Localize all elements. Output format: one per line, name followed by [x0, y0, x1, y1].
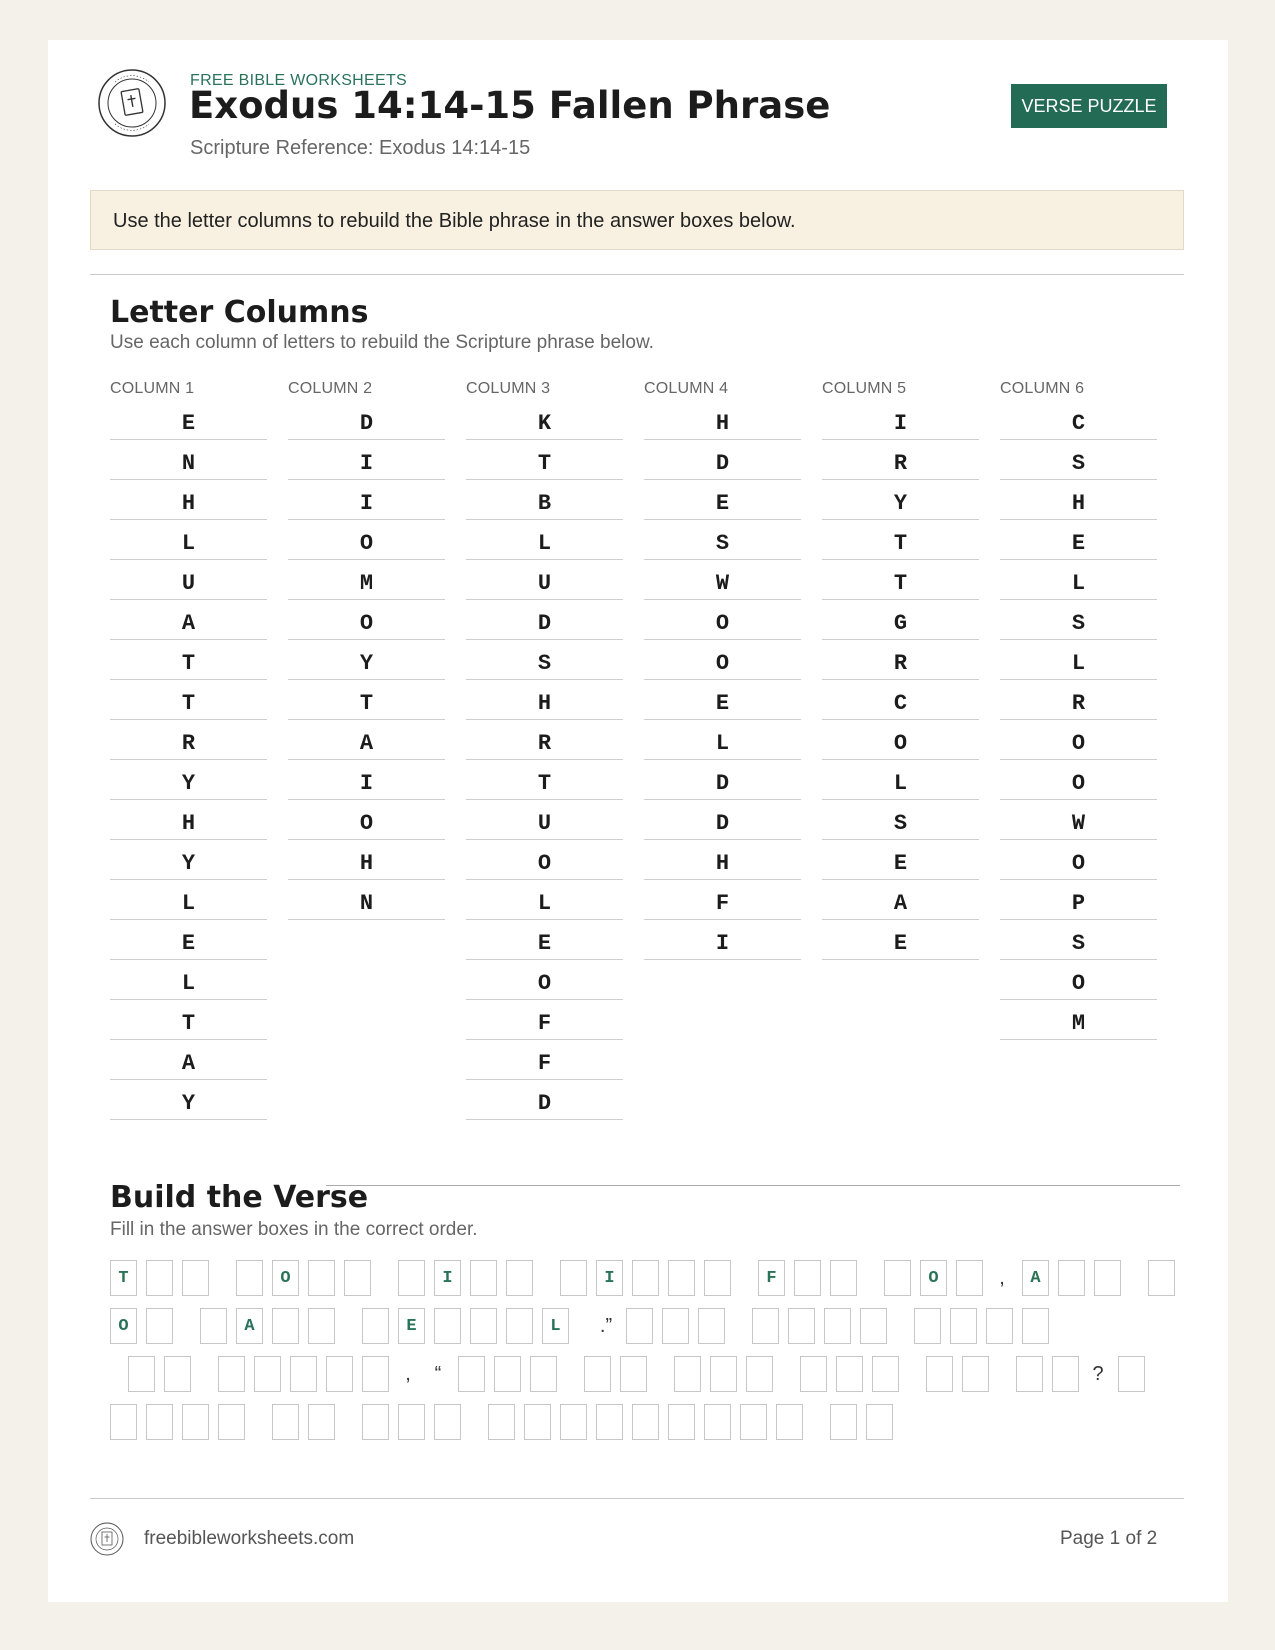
letter-cell: D [288, 400, 445, 440]
letter-cell: R [1000, 680, 1157, 720]
answer-box-hint[interactable]: I [434, 1260, 461, 1296]
letter-cell: M [288, 560, 445, 600]
answer-box[interactable] [200, 1308, 227, 1344]
letter-cell: T [466, 440, 623, 480]
letter-cell: H [288, 840, 445, 880]
letter-cell: F [466, 1000, 623, 1040]
answer-box[interactable] [530, 1356, 557, 1392]
letter-cell: I [644, 920, 801, 960]
answer-box[interactable] [824, 1308, 851, 1344]
answer-box[interactable] [788, 1308, 815, 1344]
letter-cell: U [466, 800, 623, 840]
answer-box[interactable] [710, 1356, 737, 1392]
answer-box[interactable] [1118, 1356, 1145, 1392]
answer-box[interactable] [236, 1260, 263, 1296]
letter-cell: G [822, 600, 979, 640]
letter-cell: O [466, 840, 623, 880]
answer-box[interactable] [110, 1404, 137, 1440]
letter-column [110, 378, 267, 1120]
letter-cell: T [822, 520, 979, 560]
letter-cell: O [288, 520, 445, 560]
letter-cell: O [822, 720, 979, 760]
letter-cell: L [110, 880, 267, 920]
letter-cell: S [466, 640, 623, 680]
letter-cell: O [1000, 960, 1157, 1000]
letter-cell: Y [110, 840, 267, 880]
letter-cell: I [288, 480, 445, 520]
letter-cell: L [110, 520, 267, 560]
answer-box[interactable] [836, 1356, 863, 1392]
answer-box[interactable] [182, 1260, 209, 1296]
answer-box[interactable] [830, 1404, 857, 1440]
letter-cell: T [110, 1000, 267, 1040]
footer-divider [90, 1498, 1184, 1499]
letter-cell: E [822, 920, 979, 960]
answer-box[interactable] [884, 1260, 911, 1296]
answer-box[interactable] [1022, 1308, 1049, 1344]
answer-box[interactable] [926, 1356, 953, 1392]
column-label: COLUMN 3 [466, 380, 551, 397]
letter-cell: O [1000, 720, 1157, 760]
letter-cell: T [822, 560, 979, 600]
answer-box[interactable] [308, 1260, 335, 1296]
letter-cell: O [466, 960, 623, 1000]
answer-box-hint[interactable]: I [596, 1260, 623, 1296]
answer-box-hint[interactable]: O [110, 1308, 137, 1344]
letter-cell: Y [822, 480, 979, 520]
answer-box[interactable] [398, 1260, 425, 1296]
answer-box[interactable] [506, 1308, 533, 1344]
scripture-reference: Scripture Reference: Exodus 14:14-15 [190, 137, 531, 159]
letter-cell: U [110, 560, 267, 600]
punctuation-mark: .” [599, 1315, 613, 1337]
letter-cell: B [466, 480, 623, 520]
footer-site: freebibleworksheets.com [144, 1528, 355, 1549]
letter-cell: O [288, 600, 445, 640]
answer-box[interactable] [662, 1308, 689, 1344]
letter-cell: I [822, 400, 979, 440]
letter-cell: L [644, 720, 801, 760]
section-divider [90, 274, 1184, 275]
letter-cell: C [1000, 400, 1157, 440]
letter-columns-subtitle: Use each column of letters to rebuild the Scripture phrase below. [110, 332, 654, 353]
answer-box[interactable] [308, 1404, 335, 1440]
answer-box[interactable] [830, 1260, 857, 1296]
answer-box[interactable] [620, 1356, 647, 1392]
letter-cell: A [110, 600, 267, 640]
letter-cell: E [110, 400, 267, 440]
letter-cell: O [1000, 760, 1157, 800]
letter-columns-title: Letter Columns [110, 295, 369, 330]
answer-box[interactable] [740, 1404, 767, 1440]
answer-box[interactable] [746, 1356, 773, 1392]
letter-cell: Y [288, 640, 445, 680]
letter-cell: A [822, 880, 979, 920]
letter-cell: H [110, 800, 267, 840]
letter-cell: T [288, 680, 445, 720]
letter-cell: E [110, 920, 267, 960]
punctuation-mark: “ [434, 1363, 442, 1385]
answer-box[interactable] [434, 1308, 461, 1344]
answer-box[interactable] [668, 1404, 695, 1440]
answer-box[interactable] [626, 1308, 653, 1344]
letter-cell: F [644, 880, 801, 920]
answer-box[interactable] [986, 1308, 1013, 1344]
answer-box[interactable] [128, 1356, 155, 1392]
letter-cell: D [466, 600, 623, 640]
letter-column [1000, 378, 1157, 1040]
letter-columns-grid [110, 378, 1170, 1138]
letter-cell: S [1000, 920, 1157, 960]
answer-box[interactable] [218, 1356, 245, 1392]
letter-cell: H [110, 480, 267, 520]
answer-box[interactable] [254, 1356, 281, 1392]
letter-cell: S [1000, 600, 1157, 640]
answer-box[interactable] [272, 1308, 299, 1344]
column-label: COLUMN 2 [288, 380, 373, 397]
column-label: COLUMN 4 [644, 380, 729, 397]
letter-column [466, 378, 623, 1120]
letter-cell: C [822, 680, 979, 720]
punctuation-mark: ? [1092, 1363, 1104, 1385]
answer-box[interactable] [488, 1404, 515, 1440]
letter-cell: N [110, 440, 267, 480]
punctuation-mark: , [405, 1363, 411, 1385]
answer-box[interactable] [560, 1404, 587, 1440]
letter-cell: E [466, 920, 623, 960]
letter-cell: M [1000, 1000, 1157, 1040]
answer-box[interactable] [146, 1308, 173, 1344]
letter-cell: D [644, 800, 801, 840]
letter-cell: R [822, 640, 979, 680]
build-verse-title: Build the Verse [110, 1180, 369, 1215]
answer-box[interactable] [860, 1308, 887, 1344]
answer-box[interactable] [704, 1404, 731, 1440]
answer-box[interactable] [362, 1404, 389, 1440]
answer-box-hint[interactable]: O [272, 1260, 299, 1296]
answer-box[interactable] [962, 1356, 989, 1392]
answer-box[interactable] [950, 1308, 977, 1344]
answer-box[interactable] [308, 1308, 335, 1344]
letter-cell: E [1000, 520, 1157, 560]
answer-box[interactable] [362, 1356, 389, 1392]
letter-cell: O [644, 640, 801, 680]
answer-box[interactable] [458, 1356, 485, 1392]
answer-box-hint[interactable]: F [758, 1260, 785, 1296]
answer-box[interactable] [524, 1404, 551, 1440]
answer-box[interactable] [146, 1260, 173, 1296]
bible-logo-icon [97, 68, 167, 138]
answer-box[interactable] [164, 1356, 191, 1392]
answer-box-hint[interactable]: E [398, 1308, 425, 1344]
letter-cell: D [644, 760, 801, 800]
answer-box[interactable] [632, 1404, 659, 1440]
letter-cell: O [1000, 840, 1157, 880]
letter-cell: F [466, 1040, 623, 1080]
answer-box[interactable] [956, 1260, 983, 1296]
answer-box[interactable] [434, 1404, 461, 1440]
letter-cell: D [466, 1080, 623, 1120]
answer-box[interactable] [326, 1356, 353, 1392]
answer-box-hint[interactable]: A [1022, 1260, 1049, 1296]
letter-cell: K [466, 400, 623, 440]
answer-box[interactable] [1094, 1260, 1121, 1296]
letter-cell: P [1000, 880, 1157, 920]
letter-cell: L [822, 760, 979, 800]
letter-cell: L [1000, 640, 1157, 680]
column-label: COLUMN 6 [1000, 380, 1085, 397]
answer-box[interactable] [506, 1260, 533, 1296]
letter-column [288, 378, 445, 920]
answer-box[interactable] [494, 1356, 521, 1392]
instructions-callout: Use the letter columns to rebuild the Bible phrase in the answer boxes below. [90, 190, 1184, 250]
letter-cell: D [644, 440, 801, 480]
answer-box-hint[interactable]: L [542, 1308, 569, 1344]
letter-cell: S [822, 800, 979, 840]
column-label: COLUMN 5 [822, 380, 907, 397]
letter-cell: Y [110, 760, 267, 800]
letter-cell: L [110, 960, 267, 1000]
answer-box[interactable] [704, 1260, 731, 1296]
column-label: COLUMN 1 [110, 380, 195, 397]
letter-cell: A [110, 1040, 267, 1080]
punctuation-mark: , [999, 1267, 1005, 1289]
letter-cell: E [644, 480, 801, 520]
letter-cell: H [466, 680, 623, 720]
answer-box[interactable] [794, 1260, 821, 1296]
answer-box[interactable] [668, 1260, 695, 1296]
answer-box[interactable] [146, 1404, 173, 1440]
letter-cell: I [288, 760, 445, 800]
letter-cell: O [644, 600, 801, 640]
answer-box[interactable] [470, 1308, 497, 1344]
letter-cell: E [644, 680, 801, 720]
letter-cell: T [110, 680, 267, 720]
letter-cell: R [466, 720, 623, 760]
footer-logo-icon [90, 1522, 124, 1556]
letter-cell: O [288, 800, 445, 840]
answer-box[interactable] [1148, 1260, 1175, 1296]
page-title: Exodus 14:14-15 Fallen Phrase [189, 84, 831, 127]
answer-box[interactable] [560, 1260, 587, 1296]
answer-box[interactable] [182, 1404, 209, 1440]
brand-label: FREE BIBLE WORKSHEETS [190, 72, 408, 89]
letter-cell: W [1000, 800, 1157, 840]
letter-cell: W [644, 560, 801, 600]
letter-cell: S [1000, 440, 1157, 480]
letter-cell: L [1000, 560, 1157, 600]
letter-cell: L [466, 520, 623, 560]
letter-column [822, 378, 979, 960]
answer-box[interactable] [914, 1308, 941, 1344]
answer-box[interactable] [596, 1404, 623, 1440]
letter-cell: H [1000, 480, 1157, 520]
build-verse-subtitle: Fill in the answer boxes in the correct order. [110, 1219, 478, 1240]
letter-cell: T [466, 760, 623, 800]
worksheet-page [48, 40, 1228, 1602]
answer-box-hint[interactable]: A [236, 1308, 263, 1344]
answer-box[interactable] [272, 1404, 299, 1440]
letter-cell: T [110, 640, 267, 680]
letter-cell: R [110, 720, 267, 760]
answer-box-hint[interactable]: O [920, 1260, 947, 1296]
answer-box[interactable] [800, 1356, 827, 1392]
letter-cell: N [288, 880, 445, 920]
answer-box[interactable] [1052, 1356, 1079, 1392]
answer-box[interactable] [398, 1404, 425, 1440]
answer-box[interactable] [674, 1356, 701, 1392]
letter-cell: L [466, 880, 623, 920]
answer-box[interactable] [362, 1308, 389, 1344]
answer-box[interactable] [470, 1260, 497, 1296]
answer-box[interactable] [1016, 1356, 1043, 1392]
answer-box[interactable] [290, 1356, 317, 1392]
answer-box[interactable] [218, 1404, 245, 1440]
answer-box[interactable] [866, 1404, 893, 1440]
answer-box[interactable] [752, 1308, 779, 1344]
build-verse-rule [326, 1185, 1180, 1186]
answer-box[interactable] [632, 1260, 659, 1296]
answer-box[interactable] [1058, 1260, 1085, 1296]
letter-cell: S [644, 520, 801, 560]
letter-cell: R [822, 440, 979, 480]
letter-cell: H [644, 400, 801, 440]
footer-page-number: Page 1 of 2 [1060, 1528, 1158, 1549]
letter-column [644, 378, 801, 960]
letter-cell: A [288, 720, 445, 760]
answer-box-hint[interactable]: T [110, 1260, 137, 1296]
answer-box[interactable] [584, 1356, 611, 1392]
answer-box[interactable] [698, 1308, 725, 1344]
answer-box[interactable] [776, 1404, 803, 1440]
letter-cell: Y [110, 1080, 267, 1120]
letter-cell: U [466, 560, 623, 600]
letter-cell: E [822, 840, 979, 880]
answer-box[interactable] [344, 1260, 371, 1296]
verse-puzzle-badge: VERSE PUZZLE [1011, 84, 1167, 128]
letter-cell: I [288, 440, 445, 480]
answer-box[interactable] [872, 1356, 899, 1392]
letter-cell: H [644, 840, 801, 880]
